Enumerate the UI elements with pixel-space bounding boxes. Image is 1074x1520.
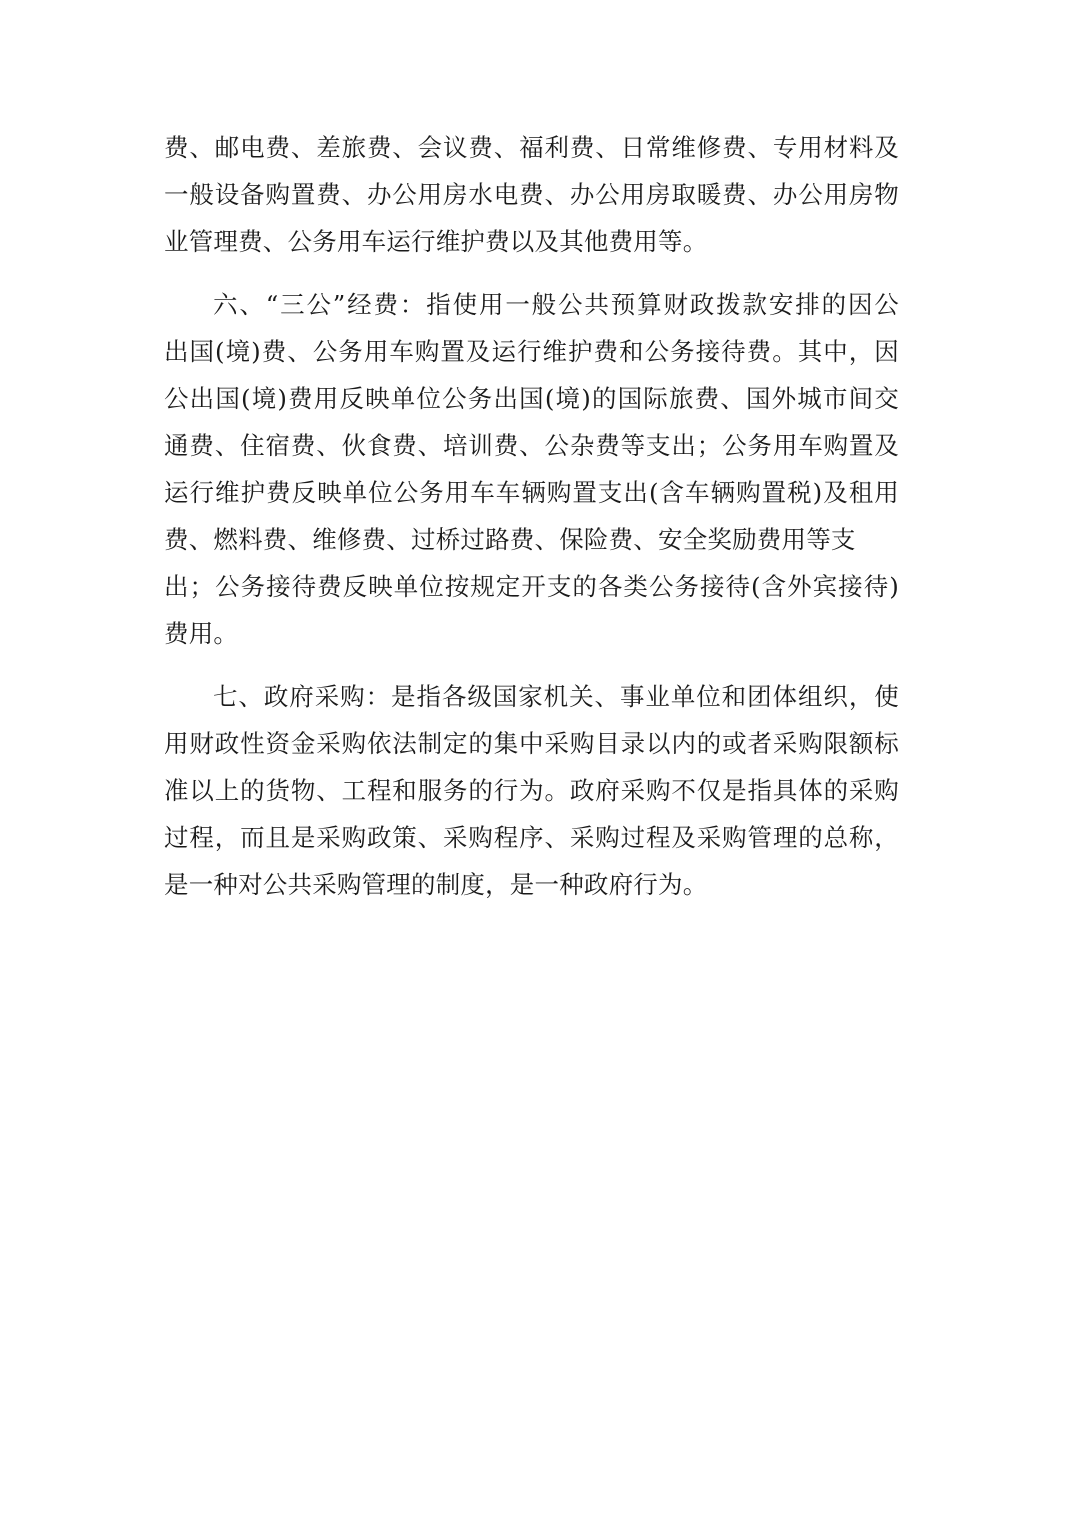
text-line: 过程，而且是采购政策、采购程序、采购过程及采购管理的总称， bbox=[164, 823, 899, 852]
text-line: 用财政性资金采购依法制定的集中采购目录以内的或者采购限额标 bbox=[164, 729, 899, 758]
text-line: 业管理费、公务用车运行维护费以及其他费用等。 bbox=[164, 227, 708, 256]
paragraph-spacer bbox=[164, 265, 899, 281]
paragraph-government-procurement bbox=[164, 673, 899, 908]
text-line: 公出国(境)费用反映单位公务出国(境)的国际旅费、国外城市间交 bbox=[164, 384, 899, 413]
text-line: 费、燃料费、维修费、过桥过路费、保险费、安全奖励费用等支 bbox=[164, 525, 856, 554]
text-line: 一般设备购置费、办公用房水电费、办公用房取暖费、办公用房物 bbox=[164, 180, 899, 209]
document-page bbox=[164, 124, 899, 908]
text-line: 费、邮电费、差旅费、会议费、福利费、日常维修费、专用材料及 bbox=[164, 133, 899, 162]
text-line: 准以上的货物、工程和服务的行为。政府采购不仅是指具体的采购 bbox=[164, 776, 899, 805]
text-line: 是一种对公共采购管理的制度，是一种政府行为。 bbox=[164, 870, 708, 899]
paragraph-spacer bbox=[164, 657, 899, 673]
text-line: 出国(境)费、公务用车购置及运行维护费和公务接待费。其中，因 bbox=[164, 337, 899, 366]
text-line: 运行维护费反映单位公务用车车辆购置支出(含车辆购置税)及租用 bbox=[164, 478, 899, 507]
text-line: 六、“三公”经费：指使用一般公共预算财政拨款安排的因公 bbox=[213, 290, 899, 319]
text-line: 七、政府采购：是指各级国家机关、事业单位和团体组织，使 bbox=[213, 682, 899, 711]
paragraph-three-public-expenses bbox=[164, 281, 899, 657]
paragraph-expense-continuation bbox=[164, 124, 899, 265]
text-line: 出；公务接待费反映单位按规定开支的各类公务接待(含外宾接待) bbox=[164, 572, 899, 601]
text-line: 费用。 bbox=[164, 619, 239, 648]
text-line: 通费、住宿费、伙食费、培训费、公杂费等支出；公务用车购置及 bbox=[164, 431, 899, 460]
